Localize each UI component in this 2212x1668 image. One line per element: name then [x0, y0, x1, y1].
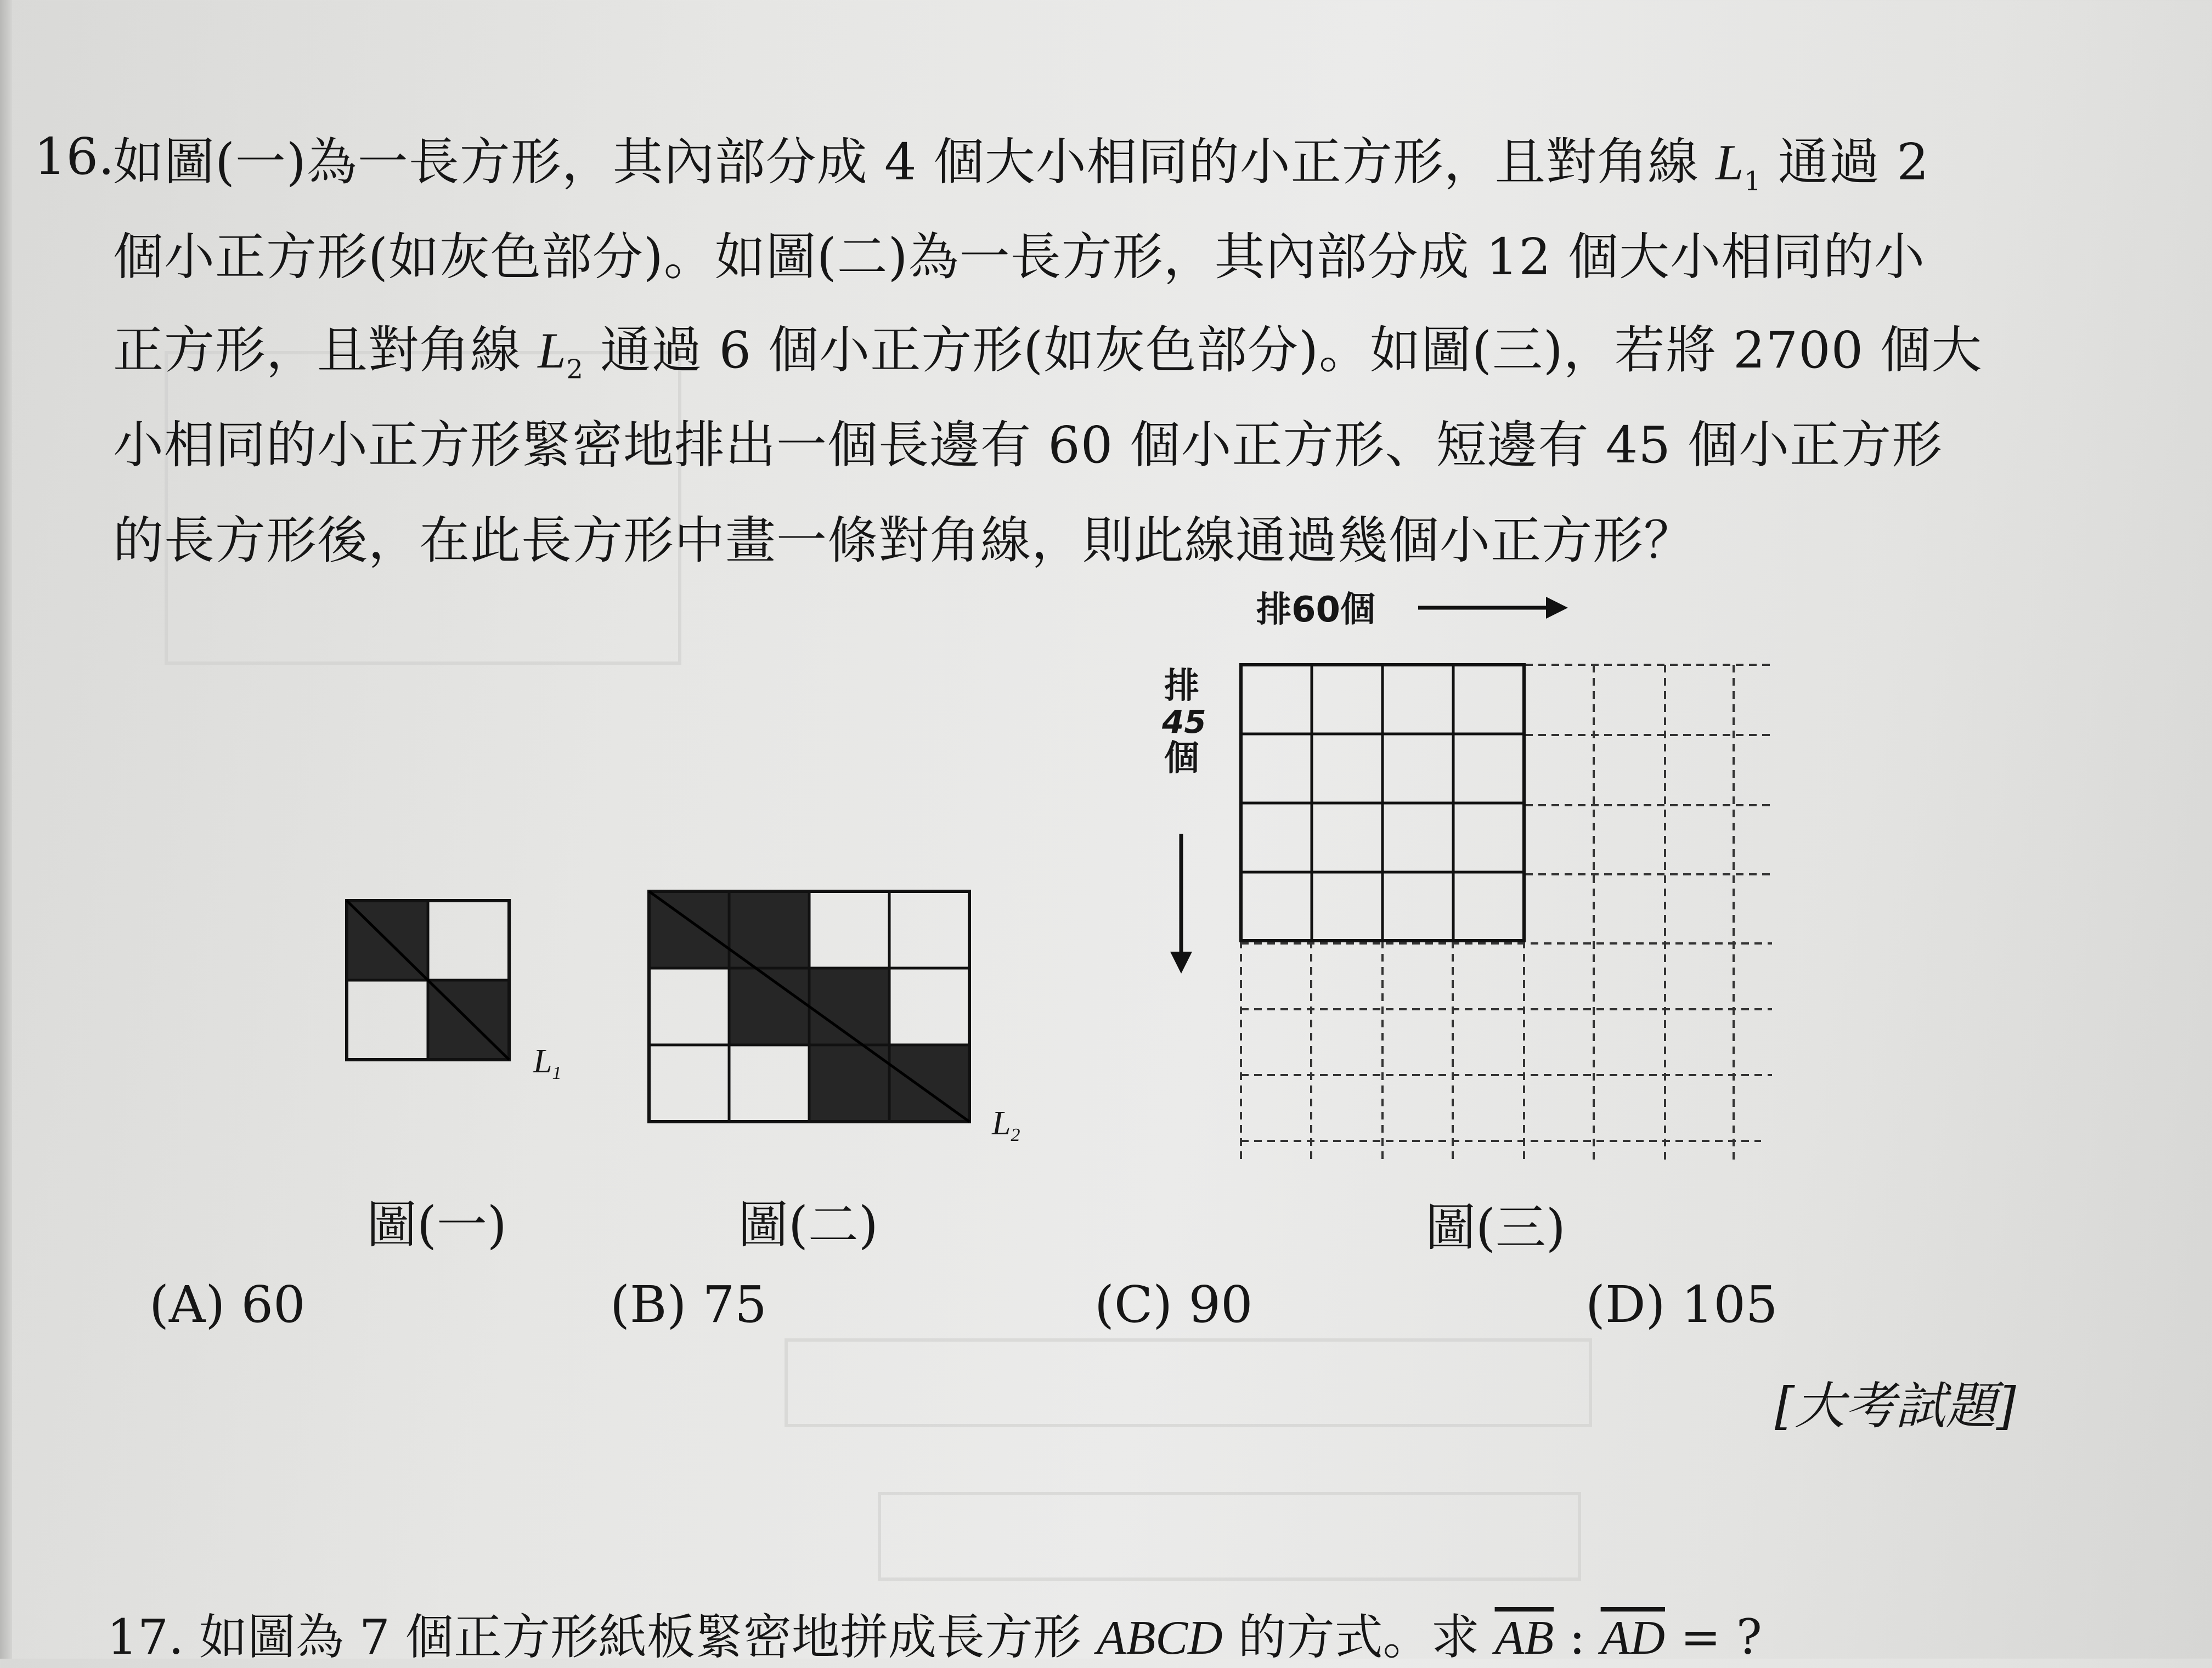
question-text: = ? [1664, 1609, 1762, 1665]
diagonal-variable: L [1716, 134, 1745, 190]
option-d[interactable] [1585, 1275, 1778, 1334]
figure-2-line-label: L2 [992, 1105, 1020, 1145]
question-text: 的方式。求 [1222, 1609, 1495, 1665]
option-label: (B) [610, 1275, 687, 1334]
option-value: 105 [1681, 1275, 1778, 1334]
figure-3-caption: 圖(三) [1425, 1198, 1566, 1257]
question-line-2: 個小正方形(如灰色部分)。如圖(二)為一長方形，其內部分成 12 個大小相同的小 [113, 228, 1926, 286]
figure-1-line-label: L1 [533, 1043, 562, 1083]
option-label: (C) [1094, 1275, 1173, 1334]
option-label: (D) [1585, 1275, 1666, 1334]
question-line-5: 的長方形後，在此長方形中畫一條對角線，則此線通過幾個小正方形？ [113, 511, 1695, 570]
segment-ad: $\overline{AD}$ [1600, 1612, 1665, 1665]
question-text: 通過 2 [1761, 133, 1929, 191]
shaded-square [729, 968, 809, 1045]
segment-ab: $\overline{AB}$ [1494, 1612, 1554, 1665]
question-line-4: 小相同的小正方形緊密地排出一個長邊有 60 個小正方形、短邊有 45 個小正方形 [113, 416, 1943, 474]
figure-3-top-label: 排60個 [1256, 590, 1376, 630]
option-b[interactable] [610, 1275, 767, 1334]
figure-3-side-label-3: 個 [1164, 738, 1199, 779]
ratio-colon: : [1554, 1609, 1601, 1665]
option-a[interactable] [149, 1275, 306, 1334]
source-tag: [大考試題] [1775, 1377, 2016, 1435]
down-arrow-head-icon [1170, 952, 1192, 974]
figure-3-side-label-2: 45 [1162, 703, 1206, 740]
question-number: 17. [107, 1609, 184, 1665]
right-arrow-head-icon [1546, 597, 1568, 619]
diagonal-variable: L [538, 323, 567, 378]
option-c[interactable] [1094, 1275, 1253, 1334]
shaded-square [889, 1045, 969, 1122]
shaded-square [809, 968, 889, 1045]
question-text: 通過 6 個小正方形(如灰色部分)。如圖(三)，若將 2700 個大 [583, 321, 1983, 380]
question-number: 16. [34, 127, 115, 186]
option-label: (A) [149, 1275, 225, 1334]
figure-3-grid [1241, 665, 1772, 1160]
rectangle-variable: ABCD [1096, 1612, 1223, 1665]
figure-2-caption: 圖(二) [738, 1196, 878, 1254]
figure-1-caption: 圖(一) [366, 1196, 507, 1254]
option-value: 75 [702, 1275, 767, 1334]
option-value: 90 [1188, 1275, 1253, 1334]
figure-3-side-label-1: 排 [1164, 666, 1199, 706]
shaded-square [649, 891, 729, 968]
option-value: 60 [241, 1275, 306, 1334]
figure-2-grid [649, 891, 969, 1122]
dashed-grid [1241, 665, 1772, 1160]
diagonal-subscript: 2 [566, 354, 584, 385]
figure-1-grid [347, 901, 509, 1060]
question-17 [107, 1599, 1762, 1668]
question-text: 如圖為 7 個正方形紙板緊密地拼成長方形 [183, 1609, 1097, 1665]
question-text: 如圖(一)為一長方形，其內部分成 4 個大小相同的小正方形，且對角線 [113, 133, 1716, 191]
diagonal-subscript: 1 [1744, 166, 1762, 197]
question-text: 正方形，且對角線 [113, 321, 538, 380]
